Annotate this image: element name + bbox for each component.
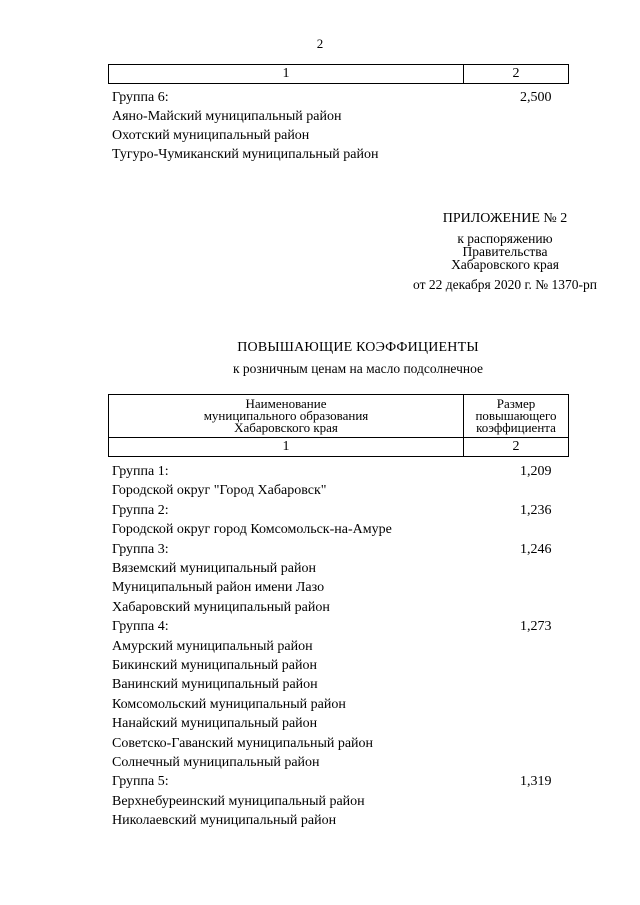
appendix-title: ПРИЛОЖЕНИЕ № 2	[442, 211, 568, 226]
table-header	[108, 394, 569, 437]
group-6-value: 2,500	[520, 90, 552, 105]
group-label: Группа 5:	[112, 774, 169, 789]
district-name: Городской округ город Комсомольск-на-Амуре	[112, 522, 392, 537]
header-name-column	[109, 395, 464, 437]
header-coefficient-line: коэффициента	[476, 420, 556, 435]
district-name: Вяземский муниципальный район	[112, 561, 316, 576]
district-name: Ванинский муниципальный район	[112, 677, 318, 692]
district-name: Нанайский муниципальный район	[112, 716, 318, 731]
group-6-item: Охотский муниципальный район	[112, 128, 310, 143]
document-title: ПОВЫШАЮЩИЕ КОЭФФИЦИЕНТЫ	[237, 340, 479, 355]
header-coefficient-line: повышающего	[475, 408, 557, 423]
group-label: Группа 1:	[112, 464, 169, 479]
coefficient-value: 1,236	[520, 503, 552, 518]
group-6-item: Тугуро-Чумиканский муниципальный район	[112, 147, 379, 162]
document-subtitle: к розничным ценам на масло подсолнечное	[232, 361, 483, 376]
column-number-1: 1	[109, 438, 464, 456]
district-name: Бикинский муниципальный район	[112, 658, 317, 673]
header-coefficient-line: Размер	[496, 396, 536, 411]
district-name: Городской округ "Город Хабаровск"	[112, 483, 327, 498]
header-name-line: Хабаровского края	[234, 420, 338, 435]
page-number: 2	[316, 36, 324, 51]
group-label: Группа 4:	[112, 619, 169, 634]
column-number-1: 1	[109, 65, 464, 83]
district-name: Верхнебуреинский муниципальный район	[112, 794, 365, 809]
header-name-line: Наименование	[245, 396, 327, 411]
appendix-line: к распоряжению	[457, 231, 553, 246]
table-header-continuation	[108, 64, 569, 84]
header-coefficient-column	[464, 395, 568, 437]
district-name: Хабаровский муниципальный район	[112, 600, 330, 615]
appendix-line: Правительства	[462, 244, 548, 259]
district-name: Николаевский муниципальный район	[112, 813, 337, 828]
coefficient-value: 1,273	[520, 619, 552, 634]
table-column-numbers	[108, 437, 569, 457]
group-label: Группа 3:	[112, 542, 169, 557]
appendix-date: от 22 декабря 2020 г. № 1370-рп	[413, 277, 597, 292]
district-name: Советско-Гаванский муниципальный район	[112, 736, 374, 751]
coefficient-value: 1,246	[520, 542, 552, 557]
district-name: Солнечный муниципальный район	[112, 755, 320, 770]
district-name: Амурский муниципальный район	[112, 639, 313, 654]
group-6-label: Группа 6:	[112, 90, 169, 105]
column-number-2: 2	[512, 439, 520, 454]
appendix-line: Хабаровского края	[451, 257, 559, 272]
header-name-line: муниципального образования	[203, 408, 369, 423]
group-6-item: Аяно-Майский муниципальный район	[112, 109, 342, 124]
coefficient-value: 1,209	[520, 464, 552, 479]
district-name: Муниципальный район имени Лазо	[112, 580, 325, 595]
group-label: Группа 2:	[112, 503, 169, 518]
column-number-2: 2	[512, 66, 520, 81]
coefficient-value: 1,319	[520, 774, 552, 789]
district-name: Комсомольский муниципальный район	[112, 697, 346, 712]
